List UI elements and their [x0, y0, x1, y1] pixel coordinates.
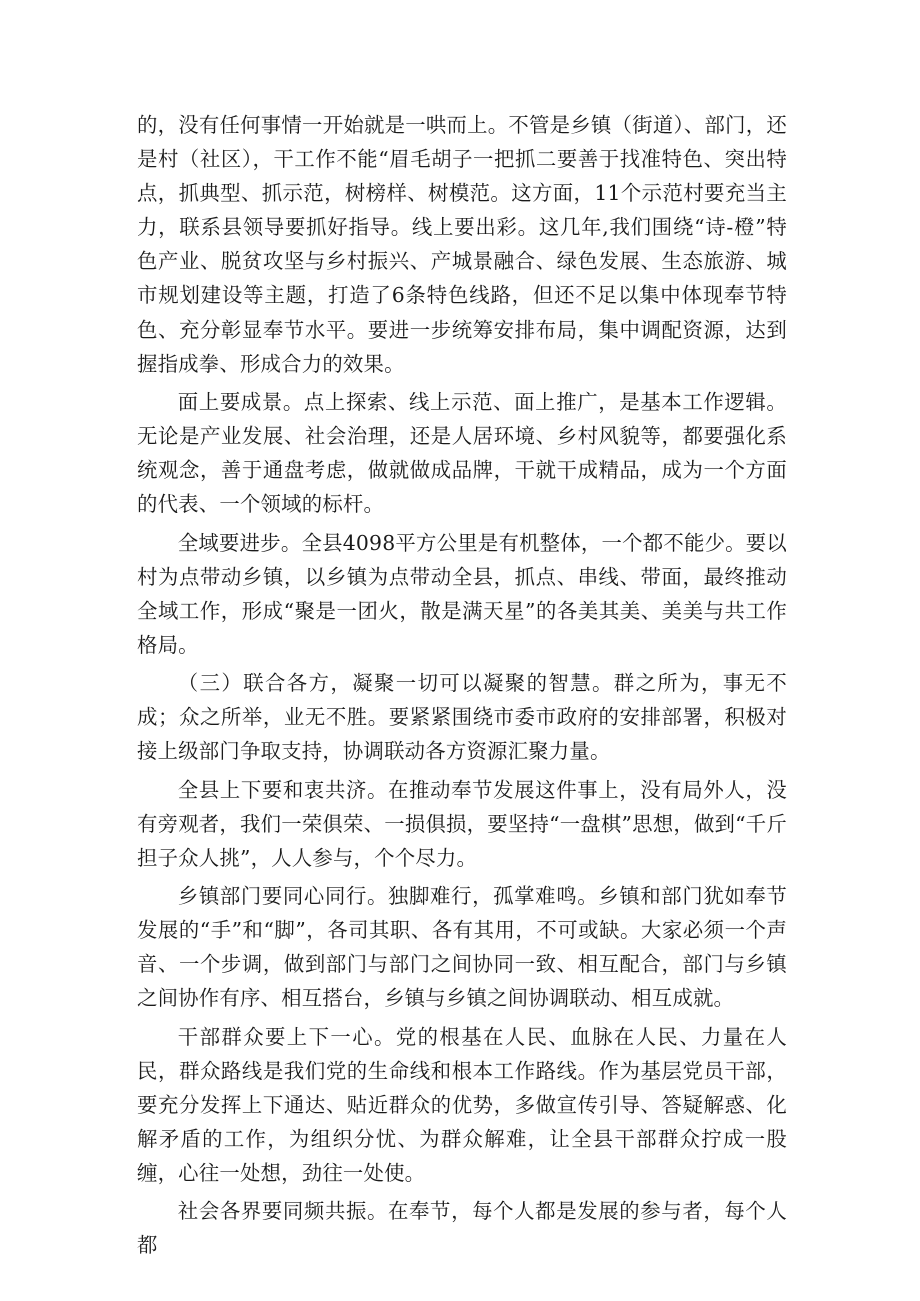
paragraph-quan-xian-shang-xia: 全县上下要和衷共济。在推动奉节发展这件事上，没有局外人，没有旁观者，我们一荣俱荣、一损俱损，要坚持“一盘棋”思想，做到“千斤担子众人挑”，人人参与，个个尽力。 [137, 777, 787, 870]
paragraph-section-three-heading: （三）联合各方，凝聚一切可以凝聚的智慧。群之所为，事无不成；众之所举，业无不胜。要紧紧围绕市委市政府的安排部署，积极对接上级部门争取支持，协调联动各方资源汇聚力量。 [137, 671, 787, 764]
paragraph-she-hui-ge-jie: 社会各界要同频共振。在奉节，每个人都是发展的参与者，每个人都 [137, 1199, 787, 1258]
paragraph-mian-shang-cheng-jing: 面上要成景。点上探索、线上示范、面上推广，是基本工作逻辑。无论是产业发展、社会治理，还是人居环境、乡村风貌等，都要强化系统观念，善于通盘考虑，做就做成品牌，干就干成精品，成为一个方面的代表、一个领域的标杆。 [137, 389, 787, 517]
paragraph-xiang-zhen-bu-men: 乡镇部门要同心同行。独脚难行，孤掌难鸣。乡镇和部门犹如奉节发展的“手”和“脚”，各司其职、各有其用，不可或缺。大家必须一个声音、一个步调，做到部门与部门之间协同一致、相互配合，部门与乡镇之间协作有序、相互搭台，乡镇与乡镇之间协调联动、相互成就。 [137, 884, 787, 1011]
paragraph-gan-bu-qun-zhong: 干部群众要上下一心。党的根基在人民、血脉在人民、力量在人民，群众路线是我们党的生命线和根本工作路线。作为基层党员干部，要充分发挥上下通达、贴近群众的优势，多做宣传引导、答疑解惑、化解矛盾的工作，为组织分忧、为群众解难，让全县干部群众拧成一股缠，心往一处想，劲往一处使。 [137, 1024, 787, 1185]
document-body [137, 108, 787, 1267]
paragraph-continuation: 的，没有任何事情一开始就是一哄而上。不管是乡镇（街道）、部门，还是村（社区），干工作不能“眉毛胡子一把抓二要善于找准特色、突出特点，抓典型、抓示范，树榜样、树模范。这方面，11个示范村要充当主力，联系县领导要抓好指导。线上要出彩。这几年,我们围绕“诗-橙”特色产业、脱贫攻坚与乡村振兴、产城景融合、绿色发展、生态旅游、城市规划建设等主题，打造了6条特色线路，但还不足以集中体现奉节特色、充分彰显奉节水平。要进一步统筹安排布局，集中调配资源，达到握指成拳、形成合力的效果。 [137, 113, 787, 376]
paragraph-quan-yu-jin-bu: 全域要进步。全县4098平方公里是有机整体，一个都不能少。要以村为点带动乡镇，以乡镇为点带动全县，抓点、串线、带面，最终推动全域工作，形成“聚是一团火，散是满天星”的各美其美、美美与共工作格局。 [137, 530, 787, 657]
